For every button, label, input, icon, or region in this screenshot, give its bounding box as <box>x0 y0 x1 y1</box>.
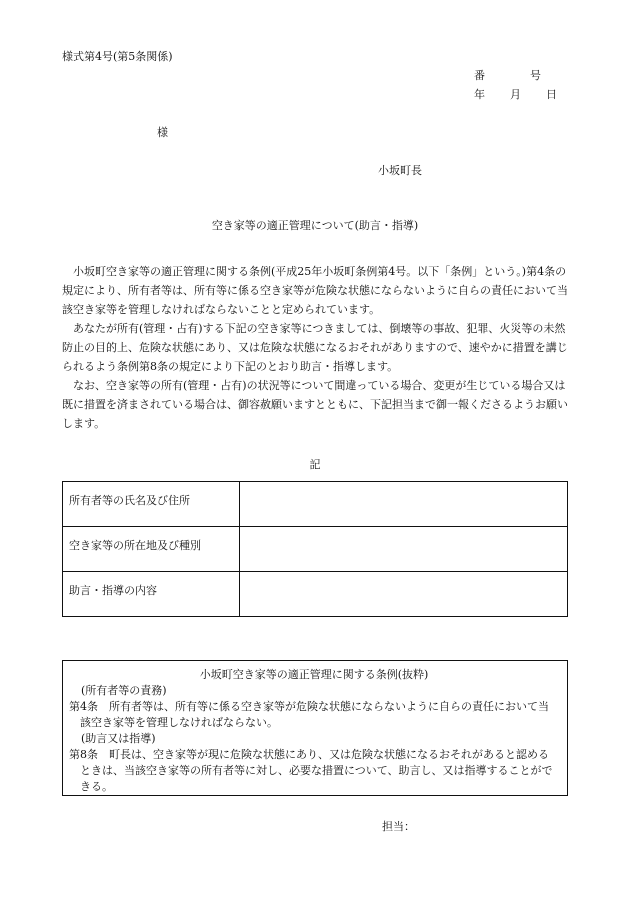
owner-name-address-value <box>240 482 568 527</box>
ordinance-excerpt-box <box>62 660 568 796</box>
body-paragraph: あなたが所有(管理・占有)する下記の空き家等につきましては、倒壊等の事故、犯罪、火災等の未然防止の目的上、危険な状態にあり、又は危険な状態になるおそれがありますので、速やかに措置を講じられるよう条例第8条の規定により下記のとおり助言・指導します。 <box>62 322 568 373</box>
ki-heading: 記 <box>309 458 321 471</box>
body-text <box>62 262 574 433</box>
property-location-label: 空き家等の所在地及び種別 <box>63 527 240 572</box>
excerpt-article: 第4条 所有者等は、所有等に係る空き家等が危険な状態にならないように自らの責任において当該空き家等を管理しなければならない。 <box>69 700 549 729</box>
advice-content-label: 助言・指導の内容 <box>63 572 240 617</box>
table-row <box>63 527 568 572</box>
advice-content-value <box>240 572 568 617</box>
excerpt-heading: (所有者等の責務) <box>81 684 167 697</box>
month-label: 月 <box>510 88 521 101</box>
year-label: 年 <box>474 88 485 101</box>
addressee-honorific: 様 <box>157 126 168 139</box>
property-location-value <box>240 527 568 572</box>
excerpt-title: 小坂町空き家等の適正管理に関する条例(抜粋) <box>199 668 429 681</box>
excerpt-heading: (助言又は指導) <box>81 732 156 745</box>
go-label: 号 <box>530 69 541 82</box>
day-label: 日 <box>546 88 557 101</box>
table-row <box>63 482 568 527</box>
excerpt-article: 第8条 町長は、空き家等が現に危険な状態にあり、又は危険な状態になるおそれがあると認めるときは、当該空き家等の所有者等に対し、必要な措置について、助言し、又は指導することができる。 <box>69 748 553 793</box>
contact-person-label: 担当： <box>382 820 415 833</box>
owner-name-address-label: 所有者等の氏名及び住所 <box>63 482 240 527</box>
body-paragraph: なお、空き家等の所有(管理・占有)の状況等について間違っている場合、変更が生じている場合又は既に措置を済まされている場合は、御容赦願いますとともに、下記担当まで御一報くださるようお願いします。 <box>62 379 568 430</box>
document-title: 空き家等の適正管理について(助言・指導) <box>211 219 419 232</box>
table-row <box>63 572 568 617</box>
sender-name: 小坂町長 <box>378 164 422 177</box>
body-paragraph: 小坂町空き家等の適正管理に関する条例(平成25年小坂町条例第4号。以下「条例」という。)第4条の規定により、所有者等は、所有等に係る空き家等が危険な状態にならないように自らの責任において当該空き家等を管理しなければならないことと定められています。 <box>62 265 568 316</box>
ban-label: 番 <box>474 69 485 82</box>
details-table <box>62 481 568 617</box>
form-number: 様式第4号(第5条関係) <box>62 50 173 63</box>
